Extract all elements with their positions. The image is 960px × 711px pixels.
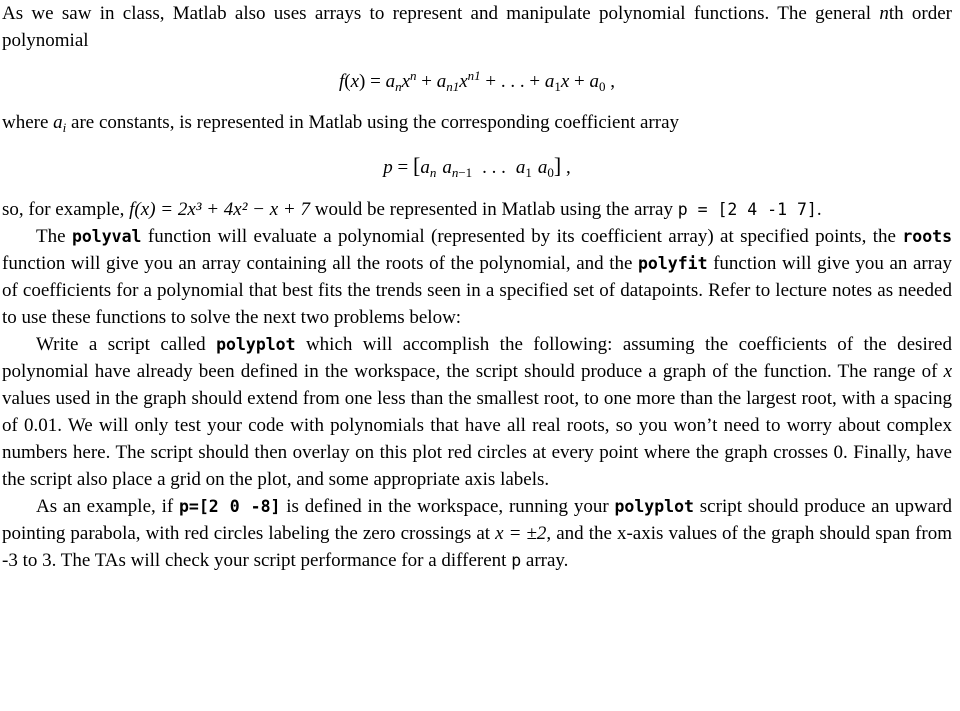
task-text-1: Write a script called [36, 334, 217, 355]
fn-text-2: function will evaluate a polynomial (represented by its coefficient array) at specified points, the [141, 226, 903, 247]
code-p-example: p=[2 0 -8] [179, 497, 281, 516]
example-text-b: would be represented in Matlab using the array [310, 199, 673, 220]
fn-text-1: The [36, 226, 72, 247]
math-n: n [879, 3, 889, 24]
math-x: x [943, 361, 952, 382]
functions-paragraph [2, 223, 952, 331]
example-task-paragraph [2, 493, 952, 574]
polynomial-equation: $f(x) = a_nx^n + a_{n1}x^{n1}$ + . . . + $a_1x + a_0$ , [338, 68, 616, 94]
code-polyplot: polyplot [216, 335, 296, 354]
code-polyplot-2: polyplot [614, 497, 694, 516]
ex-text-2: is defined in the workspace, running your [280, 496, 615, 517]
task-text-3: values used in the graph should extend from one less than the smallest root, to one more than the largest root, with a spacing of 0.01. We will only test your code with polynomials that have all real roots, so you won’t need to worry about complex numbers here. The script should then overlay on this plot red circles at every point where the graph crosses 0. Finally, have the script also place a grid on the plot, and some appropriate axis labels. [2, 388, 952, 490]
eq-function-name: f [338, 71, 345, 92]
eq2-comma: , [565, 157, 571, 178]
task-text-2: which will accomplish the following: assuming the coefficients of the desired polynomial have already been defined in the workspace, the script should produce a graph of the function. The range of [2, 334, 952, 382]
ex-text-4: , and the x-axis values of the graph should span from -3 to 3. The TAs will check your script performance for a different [2, 523, 952, 571]
code-roots: roots [902, 227, 952, 246]
code-polyfit: polyfit [637, 254, 708, 273]
fn-text-3: function will give you an array containing all the roots of the polynomial, and the [2, 253, 638, 274]
eq-comma: , [610, 71, 616, 92]
code-p-array: p = [2 4 -1 7] [677, 200, 817, 219]
example-period: . [816, 199, 822, 220]
coefficient-paragraph [2, 109, 952, 136]
code-polyval: polyval [71, 227, 142, 246]
ex-text-5: array. [521, 550, 569, 571]
eq2-lhs: p [383, 157, 393, 178]
coef-text: where [2, 112, 54, 133]
example-paragraph [2, 196, 952, 223]
eq-variable: x [350, 71, 360, 92]
example-text: so, for example, [2, 199, 130, 220]
intro-paragraph [2, 0, 952, 54]
fn-text-4: function will give you an array of coefficients for a polynomial that best fits the trends seen in a specified set of datapoints. Refer to lecture notes as needed to use these functions to solve the next two problems below: [2, 253, 952, 328]
coefficient-array-equation: $p = [a_n$ $a_{n-1}$ . . . $a_1$ $a_0$] , [383, 153, 571, 180]
task-paragraph [2, 331, 952, 493]
math-x-pm-2: x = ±2 [495, 523, 547, 544]
coef-text-end: are constants, is represented in Matlab using the corresponding coefficient array [66, 112, 680, 133]
intro-text-end: th order polynomial [2, 3, 952, 51]
code-p: p [511, 551, 522, 570]
example-expression: f(x) = 2x³ + 4x² − x + 7 [129, 199, 310, 220]
intro-text: As we saw in class, Matlab also uses arrays to represent and manipulate polynomial functions. The general [2, 3, 880, 24]
math-ai: $a_i$ [53, 112, 67, 135]
ex-text-1: As an example, if [36, 496, 179, 517]
ex-text-3: script should produce an upward pointing parabola, with red circles labeling the zero crossings at [2, 496, 953, 544]
